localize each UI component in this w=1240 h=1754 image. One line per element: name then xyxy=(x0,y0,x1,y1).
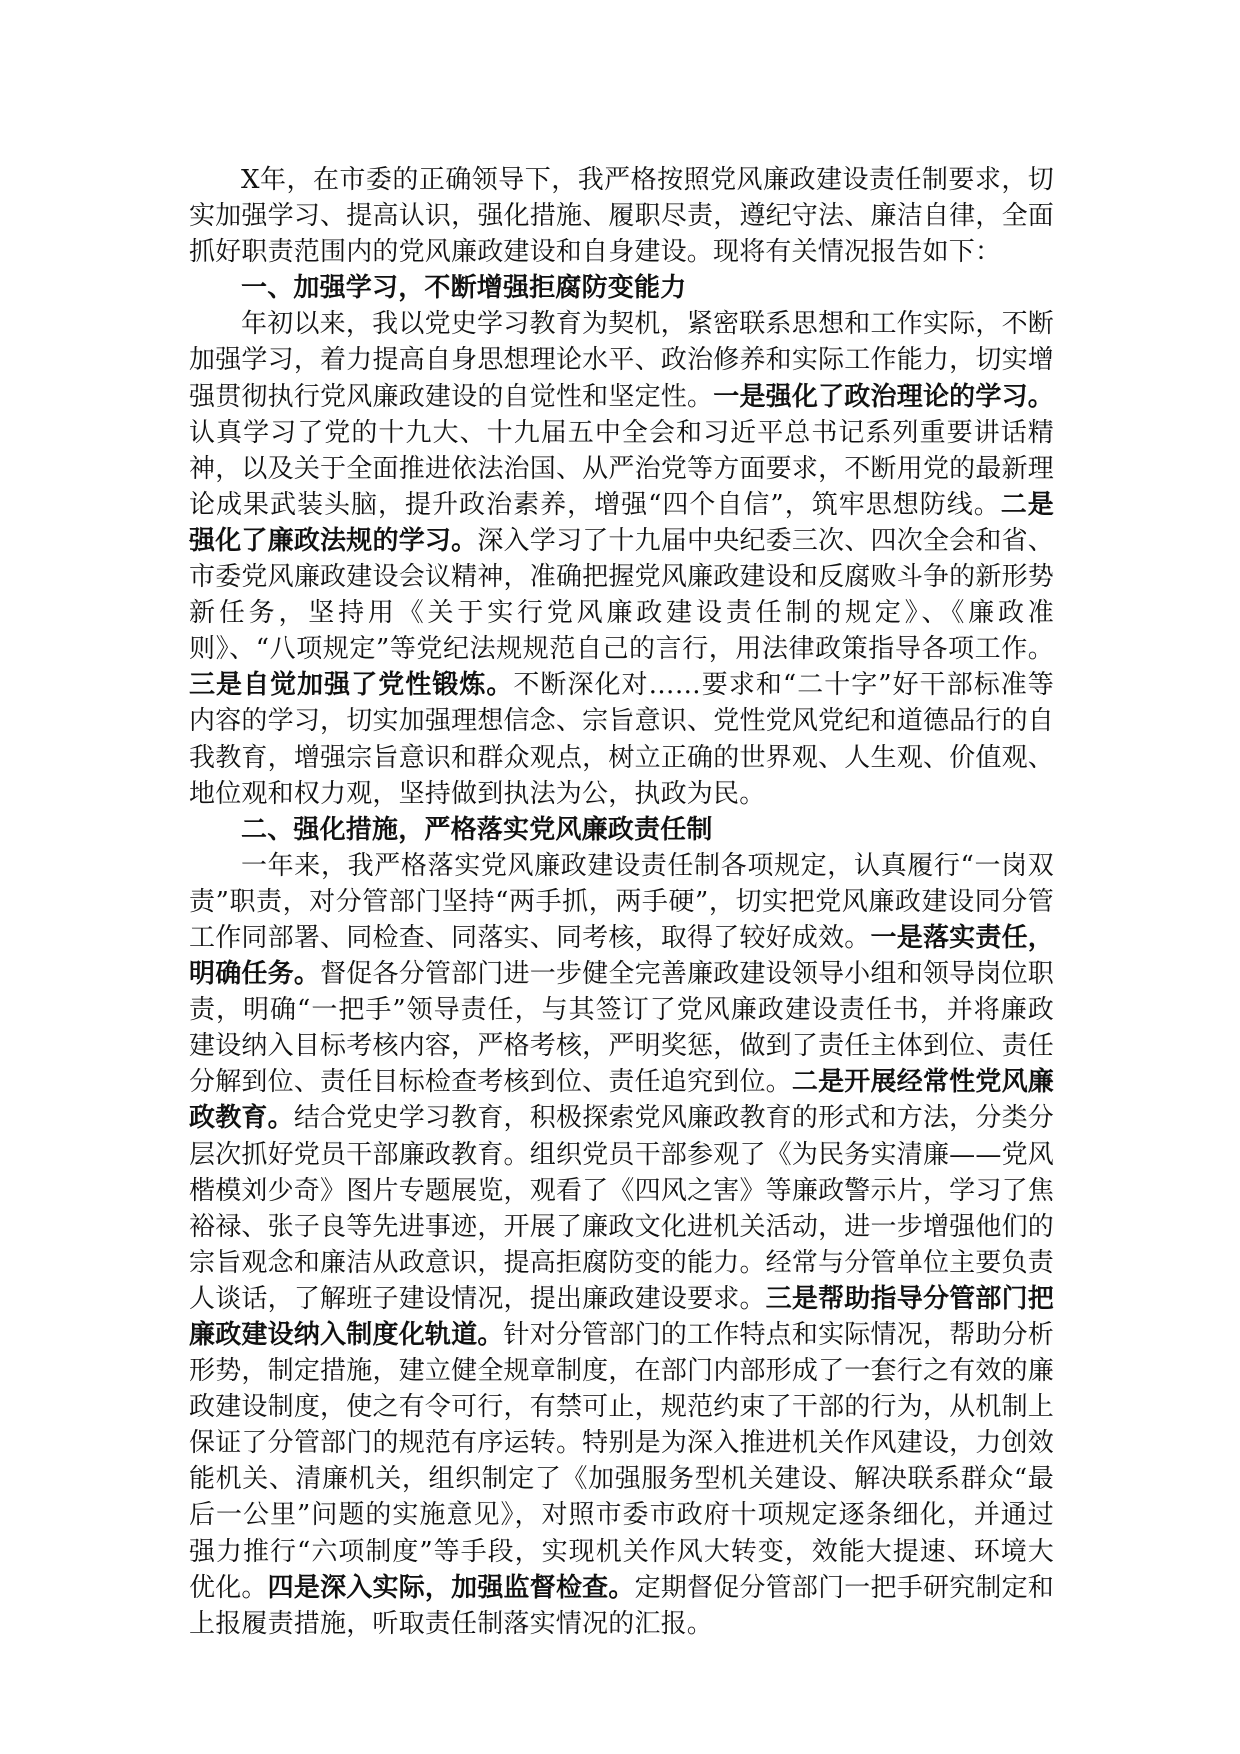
section2-text-4: 针对分管部门的工作特点和实际情况，帮助分析形势，制定措施，建立健全规章制度，在部门内部形成了一套行之有效的廉政建设制度，使之有令可行，有禁可止，规范约束了干部的行为，从机制上保证了分管部门的规范有序运转。特别是为深入推进机关作风建设，力创效能机关、清廉机关，组织制定了《加强服务型机关建设、解决联系群众“最后一公里”问题的实施意见》，对照市委市政府十项规定逐条细化，并通过强力推行“六项制度”等手段，实现机关作风大转变，效能大提速、环境大优化。 xyxy=(189,1320,1054,1603)
document-page xyxy=(189,162,1054,1642)
section2-text-5: 定期督促分管部门一把手研究制定和上报履责措施，听取责任制落实情况的汇报。 xyxy=(189,1572,1054,1639)
section1-text-1: 年初以来，我以党史学习教育为契机，紧密联系思想和工作实际，不断加强学习，着力提高自身思想理论水平、政治修养和实际工作能力，切实增强贯彻执行党风廉政建设的自觉性和坚定性。 xyxy=(189,309,1054,412)
section2-point-2: 二是开展经常性党风廉政教育。 xyxy=(189,1067,1054,1134)
section2-text-2: 督促各分管部门进一步健全完善廉政建设领导小组和领导岗位职责，明确“一把手”领导责任，与其签订了党风廉政建设责任书，并将廉政建设纳入目标考核内容，严格考核，严明奖惩，做到了责任主体到位、责任分解到位、责任目标检查考核到位、责任追究到位。 xyxy=(189,959,1054,1098)
section2-text-1: 一年来，我严格落实党风廉政建设责任制各项规定，认真履行“一岗双责”职责，对分管部门坚持“两手抓，两手硬”，切实把党风廉政建设同分管工作同部署、同检查、同落实、同考核，取得了较好成效。 xyxy=(189,850,1054,953)
section1-text-4: 不断深化对……要求和“二十字”好干部标准等内容的学习，切实加强理想信念、宗旨意识、党性党风党纪和道德品行的自我教育，增强宗旨意识和群众观点，树立正确的世界观、人生观、价值观、地位观和权力观，坚持做到执法为公，执政为民。 xyxy=(189,670,1054,809)
section1-text-2: 认真学习了党的十九大、十九届五中全会和习近平总书记系列重要讲话精神，以及关于全面推进依法治国、从严治党等方面要求，不断用党的最新理论成果武装头脑，提升政治素养，增强“四个自信”，筑牢思想防线。 xyxy=(189,417,1054,520)
intro-paragraph xyxy=(189,162,1054,270)
section1-paragraph xyxy=(189,306,1054,811)
section2-paragraph xyxy=(189,848,1054,1642)
section1-point-2: 二是强化了廉政法规的学习。 xyxy=(189,489,1054,556)
section1-point-3: 三是自觉加强了党性锻炼。 xyxy=(189,670,514,701)
section2-heading: 二、强化措施，严格落实党风廉政责任制 xyxy=(241,814,713,845)
intro-text: X年，在市委的正确领导下，我严格按照党风廉政建设责任制要求，切实加强学习、提高认识，强化措施、履职尽责，遵纪守法、廉洁自律，全面抓好职责范围内的党风廉政建设和自身建设。现将有关情况报告如下： xyxy=(189,165,1054,268)
section2-point-1: 一是落实责任，明确任务。 xyxy=(189,922,1055,990)
section2-text-3: 结合党史学习教育，积极探索党风廉政教育的形式和方法，分类分层次抓好党员干部廉政教育。组织党员干部参观了《为民务实清廉——党风楷模刘少奇》图片专题展览，观看了《四风之害》等廉政警示片，学习了焦裕禄、张子良等先进事迹，开展了廉政文化进机关活动，进一步增强他们的宗旨观念和廉洁从政意识，提高拒腐防变的能力。经常与分管单位主要负责人谈话，了解班子建设情况，提出廉政建设要求。 xyxy=(189,1103,1054,1314)
section1-text-3: 深入学习了十九届中央纪委三次、四次全会和省、市委党风廉政建设会议精神，准确把握党风廉政建设和反腐败斗争的新形势新任务，坚持用《关于实行党风廉政建设责任制的规定》、《廉政准则》、“八项规定”等党纪法规规范自己的言行，用法律政策指导各项工作。 xyxy=(189,525,1055,665)
section2-point-3: 三是帮助指导分管部门把廉政建设纳入制度化轨道。 xyxy=(189,1283,1054,1350)
section1-heading: 一、加强学习，不断增强拒腐防变能力 xyxy=(241,273,687,304)
section2-point-4: 四是深入实际，加强监督检查。 xyxy=(267,1572,635,1603)
section1-point-1: 一是强化了政治理论的学习。 xyxy=(713,381,1054,412)
